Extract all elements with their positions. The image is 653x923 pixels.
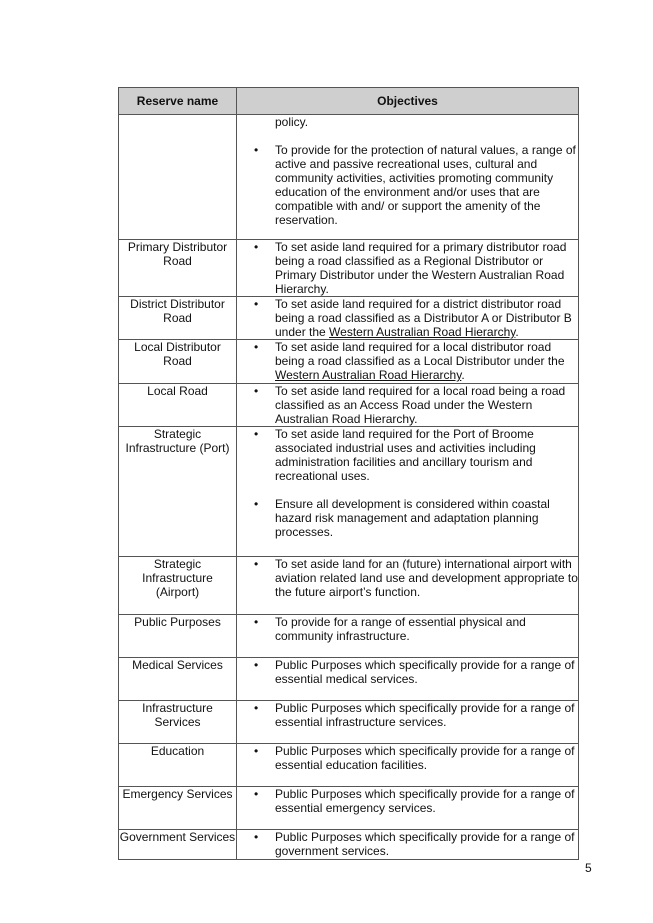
objectives-cell (237, 297, 579, 340)
objective-item (237, 297, 578, 339)
reserve-name-cell: Strategic Infrastructure (Port) (119, 427, 237, 557)
objectives-list (237, 557, 578, 599)
reserve-name-cell: Local Distributor Road (119, 340, 237, 384)
objectives-cell (237, 340, 579, 384)
reserve-name-cell: District Distributor Road (119, 297, 237, 340)
objectives-list (237, 240, 578, 296)
objectives-list (237, 115, 578, 227)
reserves-table (118, 87, 579, 860)
objectives-list (237, 658, 578, 686)
objectives-cell (237, 701, 579, 744)
table-row (119, 340, 579, 384)
objectives-list (237, 615, 578, 643)
road-hierarchy-reference: Western Australian Road Hierarchy (329, 325, 516, 339)
objective-item (237, 340, 578, 382)
objectives-list (237, 830, 578, 858)
objectives-cell (237, 240, 579, 297)
objective-text: To set aside land for an (future) international airport with aviation related land use and development appropriate to the future airport’s function. (275, 557, 578, 599)
objective-item (237, 240, 578, 296)
table-row (119, 427, 579, 557)
objective-text: Ensure all development is considered within coastal hazard risk management and adaptation planning processes. (275, 497, 550, 539)
objective-text-end: . (461, 368, 465, 382)
objectives-cell (237, 787, 579, 830)
objectives-cell (237, 830, 579, 860)
objective-text: policy. (275, 115, 309, 129)
reserve-name-cell: Strategic Infrastructure (Airport) (119, 557, 237, 615)
objective-item (237, 427, 578, 483)
objective-text: Public Purposes which specifically provide for a range of essential infrastructure services. (275, 701, 575, 729)
objectives-list (237, 744, 578, 772)
table-row (119, 557, 579, 615)
objective-text: Public Purposes which specifically provide for a range of government services. (275, 830, 575, 858)
reserve-name-cell: Medical Services (119, 658, 237, 701)
objectives-list (237, 340, 578, 382)
objective-text: To set aside land required for a district distributor road being a road classified as a Distributor A or Distributor B under the (275, 297, 572, 339)
objective-item (237, 384, 578, 426)
objectives-list (237, 787, 578, 815)
table-row (119, 658, 579, 701)
reserve-name-cell (119, 115, 237, 240)
reserve-name-cell: Primary Distributor Road (119, 240, 237, 297)
objective-text: To set aside land required for a local distributor road being a road classified as a Local Distributor under the (275, 340, 565, 368)
reserve-name-cell: Education (119, 744, 237, 787)
table-row (119, 787, 579, 830)
objectives-list (237, 384, 578, 426)
objective-text: Public Purposes which specifically provide for a range of essential education facilities. (275, 744, 575, 772)
objective-text: To set aside land required for a primary distributor road being a road classified as a Regional Distributor or Primary Distributor under the Western Australian Road Hierarchy. (275, 240, 567, 296)
objective-item (237, 143, 578, 227)
table-header-row (119, 88, 579, 115)
objective-item (237, 115, 578, 129)
table-row (119, 384, 579, 427)
reserve-name-cell: Government Services (119, 830, 237, 860)
objectives-cell (237, 658, 579, 701)
objective-item (237, 744, 578, 772)
table-row (119, 115, 579, 240)
objective-text-end: . (515, 325, 519, 339)
table-row (119, 615, 579, 658)
table-row (119, 744, 579, 787)
table-row (119, 701, 579, 744)
objective-text: To provide for a range of essential physical and community infrastructure. (275, 615, 526, 643)
header-reserve-name: Reserve name (119, 88, 237, 115)
objective-item (237, 787, 578, 815)
objective-item (237, 557, 578, 599)
objective-item (237, 830, 578, 858)
table-row (119, 240, 579, 297)
objectives-cell (237, 384, 579, 427)
reserve-name-cell: Local Road (119, 384, 237, 427)
road-hierarchy-reference: Western Australian Road Hierarchy (275, 368, 462, 382)
table-row (119, 830, 579, 860)
page-number: 5 (585, 861, 592, 875)
reserve-name-cell: Infrastructure Services (119, 701, 237, 744)
objective-item (237, 658, 578, 686)
objectives-list (237, 427, 578, 539)
objective-text: To set aside land required for a local road being a road classified as an Access Road under the Western Australian Road Hierarchy. (275, 384, 566, 426)
objective-item (237, 615, 578, 643)
objective-text: To set aside land required for the Port of Broome associated industrial uses and activities including administration facilities and ancillary tourism and recreational uses. (275, 427, 536, 483)
objective-text: To provide for the protection of natural values, a range of active and passive recreational uses, cultural and community activities, activities promoting community education of the environment and/or uses that are compatible with and/ or support the amenity of the reservation. (275, 143, 576, 227)
objectives-cell (237, 115, 579, 240)
objectives-cell (237, 557, 579, 615)
objectives-cell (237, 427, 579, 557)
reserve-name-cell: Public Purposes (119, 615, 237, 658)
objective-text: Public Purposes which specifically provide for a range of essential emergency services. (275, 787, 575, 815)
objectives-list (237, 297, 578, 339)
table-body (119, 115, 579, 860)
objective-item (237, 497, 578, 539)
objectives-cell (237, 744, 579, 787)
objective-text: Public Purposes which specifically provide for a range of essential medical services. (275, 658, 575, 686)
reserve-name-cell: Emergency Services (119, 787, 237, 830)
objectives-cell (237, 615, 579, 658)
objective-item (237, 701, 578, 729)
objectives-list (237, 701, 578, 729)
header-objectives: Objectives (237, 88, 579, 115)
table-row (119, 297, 579, 340)
